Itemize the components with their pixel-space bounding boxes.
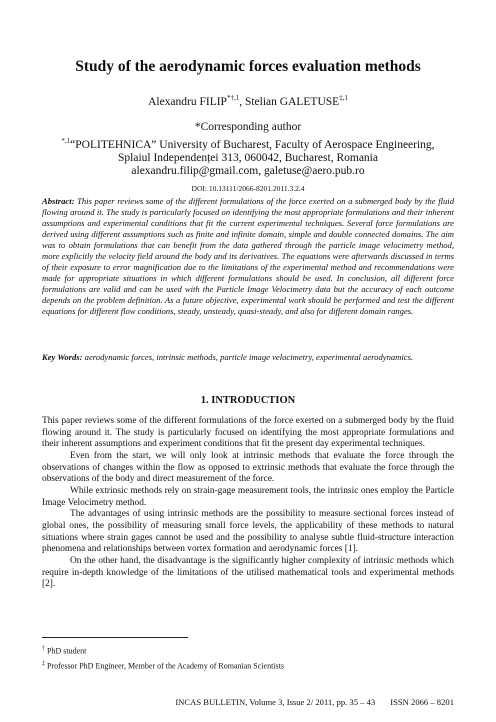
footnote [42,658,454,673]
footnotes [42,643,454,672]
corresponding-author-note: *Corresponding author [194,121,302,133]
paragraph: This paper reviews some of the different formulations of the force exerted on a submerged body by the fluid flowing around it. The study is particularly focused on identifying the most appropriate formulations and their inherent assumptions and experiment conditions that fit the present day experimental techniques. [42,416,454,450]
author-line [0,94,496,108]
footnote-text: Professor PhD Engineer, Member of the Academy of Romanian Scientists [45,661,284,671]
author-name: Alexandru FILIP [148,95,227,108]
footnote [42,643,454,658]
author-separator: , [239,95,245,108]
author-marks: ‡,1 [339,94,348,102]
affiliation-block [0,121,496,179]
page-footer [42,697,454,707]
paragraph: While extrinsic methods rely on strain-gage measurement tools, the intrinsic ones employ the Particle Image Velocimetry method. [42,485,454,508]
paper-title: Study of the aerodynamic forces evaluation methods [75,58,421,75]
issn: ISSN 2066 – 8201 [390,697,454,707]
institution-name: “POLITEHNICA” University of Bucharest, Faculty of Aerospace Engineering, [70,138,435,151]
keywords-block [42,352,454,363]
introduction-body [42,416,454,591]
doi-line: DOI: 10.13111/2066-8201.2011.3.2.4 [191,184,305,193]
footnote-mark: ‡ [42,660,45,667]
affiliation-mark: *,1 [61,136,71,145]
journal-citation: INCAS BULLETIN, Volume 3, Issue 2/ 2011, pp. 35 – 43 [175,697,376,707]
footnote-divider [42,637,188,638]
author-marks: *†,1 [226,94,240,102]
section-heading: 1. INTRODUCTION [200,395,296,406]
abstract-block [42,196,454,318]
keywords-text: aerodynamic forces, intrinsic methods, particle image velocimetry, experimental aerodynamics. [84,352,414,362]
paragraph: Even from the start, we will only look at intrinsic methods that evaluate the force through the observations of changes within the flow as opposed to extrinsic methods that evaluate the force through the observations of the body and direct measurement of the force. [42,450,454,485]
paragraph: On the other hand, the disadvantage is the significantly higher complexity of intrinsic methods which require in-depth knowledge of the limitations of the utilised mathematical tools and experimental methods [2]. [42,555,454,590]
footnote-text: PhD student [45,646,87,656]
institution-line [0,135,496,152]
paragraph: The advantages of using intrinsic methods are the possibility to measure sectional forces instead of global ones, the possibility of measuring small force levels, the applicability of these methods to natural situations where strain gages cannot be used and the possibility to analyse subtle fluid-structure interaction phenomena and relationships between vortex formation and aerodynamic forces [1]. [42,509,454,555]
keywords-label: Key Words: [42,352,83,362]
abstract-label: Abstract: [42,196,75,206]
abstract-text: This paper reviews some of the different formulations of the force exerted on a submerged body by the fluid flowing around it. The study is particularly focused on identifying the most appropriate formulations and their inherent assumptions and experimental conditions that fit the current experimental techniques. Several force formulations are derived using different assumptions such as finite and infinite domain, simple and double connected domains. The aim was to obtain formulations that can benefit from the data gathered through the particle image velocimetry method, more explicitly the velocity field around the body and its derivatives. The equations were afterwards discussed in terms of their exposure to error magnification due to the limitations of the experimental method and recommendations were made for appropriate situations in which different formulations should be used. In conclusion, all different force formulations are valid and can be used with the Particle Image Velocimetry data but the accuracy of each outcome depends on the problem definition. As a future objective, experimental work should be performed and test the different equations for different flow conditions, steady, unsteady, quasi-steady, and also for different domain ranges. [42,196,454,317]
institution-address: Splaiul Independenței 313, 060042, Bucharest, Romania [118,151,378,164]
author-name: Stelian GALETUSE [244,95,340,108]
author-emails: alexandru.filip@gmail.com, galetuse@aero.pub.ro [131,165,365,178]
footnote-mark: † [42,646,45,652]
